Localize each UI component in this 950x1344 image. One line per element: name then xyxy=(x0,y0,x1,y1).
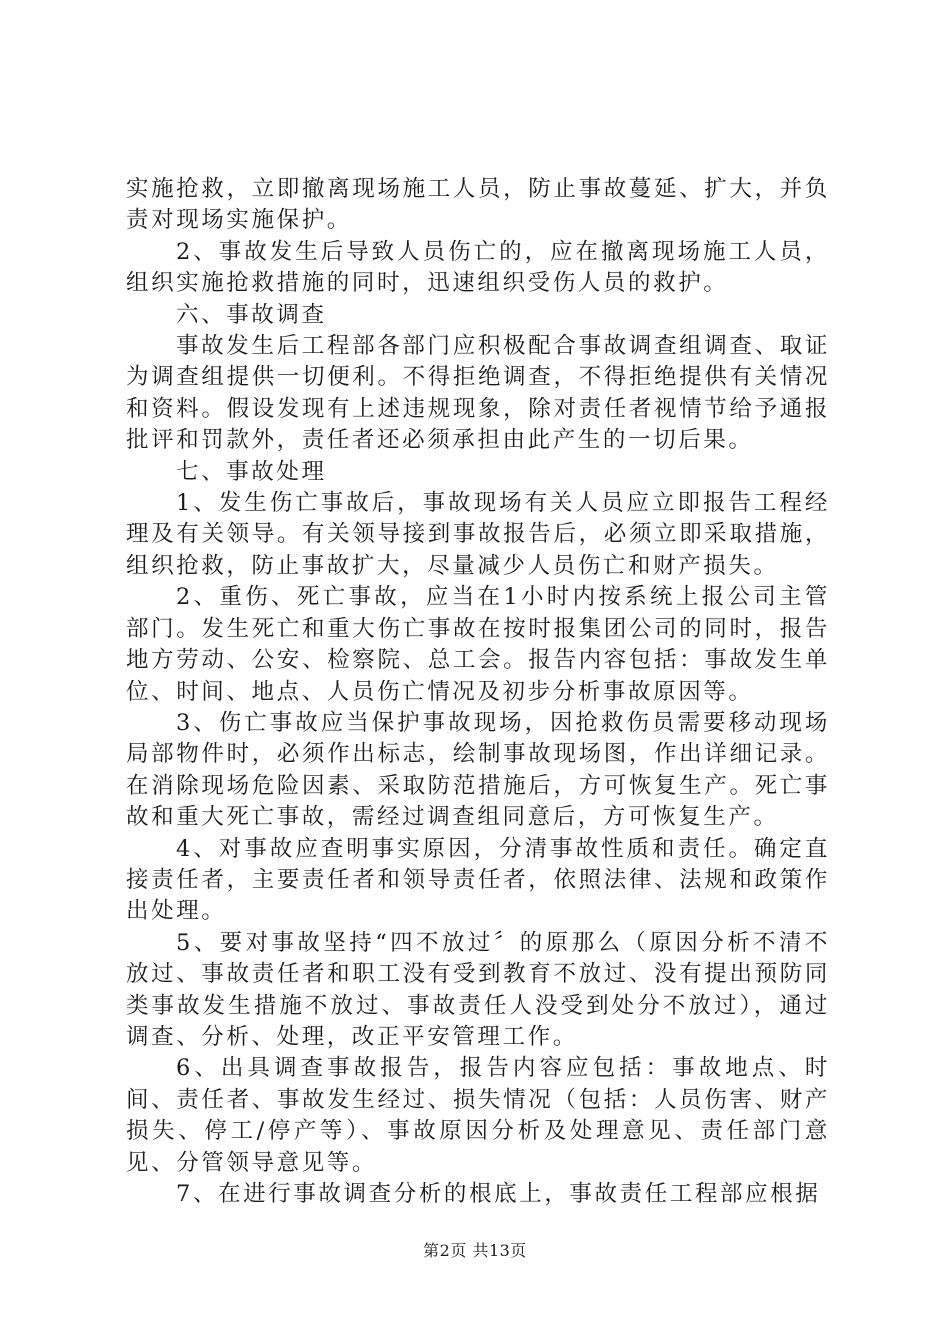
paragraph: 7、在进行事故调查分析的根底上，事故责任工程部应根据 xyxy=(176,1181,821,1207)
paragraph: 事故发生后工程部各部门应积极配合事故调查组调查、取证为调查组提供一切便利。不得拒绝调查，不得拒绝提供有关情况和资料。假设发现有上述违规现象，除对责任者视情节给予通报批评和罚款外，责任者还必须承担由此产生的一切后果。 xyxy=(126,333,830,454)
paragraph: 6、出具调查事故报告，报告内容应包括：事故地点、时间、责任者、事故发生经过、损失情况（包括：人员伤害、财产损失、停工/停产等）、事故原因分析及处理意见、责任部门意见、分管领导意见等。 xyxy=(126,1055,830,1176)
paragraph: 5、要对事故坚持“四不放过〞的原那么（原因分析不清不放过、事故责任者和职工没有受到教育不放过、没有提出预防同类事故发生措施不放过、事故责任人没受到处分不放过），通过调查、分析、处理，改正平安管理工作。 xyxy=(126,929,830,1050)
paragraph: 2、事故发生后导致人员伤亡的，应在撤离现场施工人员，组织实施抢救措施的同时，迅速组织受伤人员的救护。 xyxy=(126,238,830,297)
paragraph: 4、对事故应查明事实原因，分清事故性质和责任。确定直接责任者，主要责任者和领导责任者，依照法律、法规和政策作出处理。 xyxy=(126,835,830,925)
paragraph: 1、发生伤亡事故后，事故现场有关人员应立即报告工程经理及有关领导。有关领导接到事故报告后，必须立即采取措施，组织抢救，防止事故扩大，尽量减少人员伤亡和财产损失。 xyxy=(126,490,830,579)
section-heading: 七、事故处理 xyxy=(176,458,327,485)
page-footer: 第2页 共13页 xyxy=(423,1241,527,1260)
paragraph: 3、伤亡事故应当保护事故现场，因抢救伤员需要移动现场局部物件时，必须作出标志，绘制事故现场图，作出详细记录。在消除现场危险因素、采取防范措施后，方可恢复生产。死亡事故和重大死亡事故，需经过调查组同意后，方可恢复生产。 xyxy=(126,709,830,831)
paragraph: 实施抢救，立即撤离现场施工人员，防止事故蔓延、扩大，并负责对现场实施保护。 xyxy=(126,176,830,234)
section-heading: 六、事故调查 xyxy=(176,301,327,328)
paragraph: 2、重伤、死亡事故，应当在1小时内按系统上报公司主管部门。发生死亡和重大伤亡事故在按时报集团公司的同时，报告地方劳动、公安、检察院、总工会。报告内容包括：事故发生单位、时间、地点、人员伤亡情况及初步分析事故原因等。 xyxy=(126,584,830,705)
document-body xyxy=(126,174,830,1210)
